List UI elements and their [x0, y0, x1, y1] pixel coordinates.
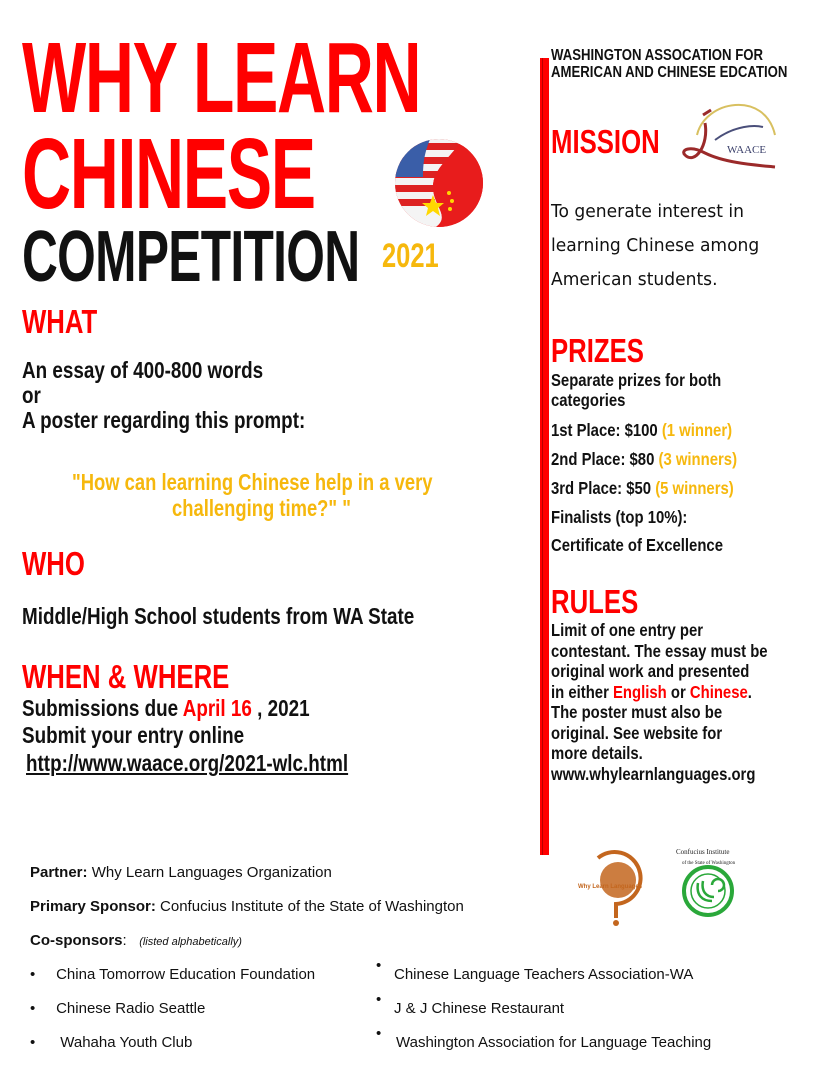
sponsor-line [30, 898, 464, 915]
title-year: 2021 [382, 237, 439, 275]
rules-line: The poster must also be [551, 702, 723, 722]
submission-deadline [22, 696, 310, 720]
what-line-1: An essay of 400-800 words [22, 357, 264, 383]
confucius-institute-logo [668, 845, 748, 930]
cosponsors-line [30, 932, 242, 949]
rules-line: original work and presented [551, 661, 750, 681]
cosponsors-label: Co-sponsors [30, 932, 123, 949]
rules-line: contestant. The essay must be [551, 640, 768, 661]
cosponsor-item: • Wahaha Youth Club [30, 1034, 193, 1051]
org-name-line-2: AMERICAN AND CHINESE EDCATION [551, 64, 788, 81]
mission-text [551, 195, 759, 297]
deadline-date: April 16 [182, 695, 252, 721]
prize-winners: (1 winner) [661, 420, 733, 440]
cosponsor-name: China Tomorrow Education Foundation [56, 966, 316, 983]
prize-3rd [551, 478, 734, 498]
partner-name: Why Learn Languages Organization [87, 864, 332, 881]
mission-heading: MISSION [551, 123, 660, 160]
prizes-intro-line-1: Separate prizes for both [551, 370, 722, 390]
why-learn-languages-logo [578, 848, 648, 928]
ci-logo-subtext: of the State of Washington [682, 861, 736, 866]
cosponsor-name: Wahaha Youth Club [60, 1034, 193, 1051]
wll-logo-text: Why Learn Languages [578, 884, 643, 890]
cosponsor-bullet: • [376, 1025, 382, 1042]
rules-period: . [747, 681, 752, 702]
waace-logo-text: WAACE [727, 144, 767, 156]
what-heading: WHAT [22, 303, 98, 340]
finalists-text: Finalists (top 10%): [551, 507, 688, 527]
org-name-line-1: WASHINGTON ASSOCATION FOR [551, 47, 764, 64]
rules-line: more details. [551, 743, 643, 763]
waace-logo [675, 95, 781, 175]
rules-line: in either [551, 681, 613, 702]
rules-website: www.whylearnlanguages.org [551, 763, 756, 784]
when-heading: WHEN & WHERE [22, 658, 230, 695]
cosponsor-bullet: • [376, 957, 382, 974]
title-line-1: WHY LEARN [22, 22, 421, 134]
org-name [551, 47, 787, 81]
deadline-label: Submissions due [22, 695, 183, 721]
certificate-text: Certificate of Excellence [551, 535, 723, 555]
who-heading: WHO [22, 545, 85, 582]
cosponsor-name: Chinese Language Teachers Association-WA [394, 966, 694, 983]
sponsor-name: Confucius Institute of the State of Washington [155, 898, 464, 915]
who-text: Middle/High School students from WA State [22, 603, 415, 629]
cosponsor-name: J & J Chinese Restaurant [394, 1000, 565, 1017]
prizes-intro-line-2: categories [551, 390, 626, 410]
prize-label: 3rd Place: $50 [551, 478, 656, 498]
what-line-2: or [22, 382, 41, 408]
mission-line-2: learning Chinese among [551, 235, 760, 256]
rules-heading: RULES [551, 583, 639, 620]
submission-url-link[interactable]: http://www.waace.org/2021-wlc.html [26, 750, 349, 776]
mission-line-1: To generate interest in [551, 201, 744, 222]
rules-or: or [666, 681, 690, 702]
prize-label: 2nd Place: $80 [551, 449, 659, 469]
cosponsors-note: (listed alphabetically) [139, 936, 242, 948]
what-line-3: A poster regarding this prompt: [22, 407, 306, 433]
us-china-flag-globe-icon [393, 137, 485, 229]
prompt-line-1: "How can learning Chinese help in a very [72, 469, 433, 495]
rules-line: Limit of one entry per [551, 620, 704, 640]
partner-line [30, 864, 332, 881]
cosponsor-item: • China Tomorrow Education Foundation [30, 966, 316, 983]
deadline-year: , 2021 [251, 695, 310, 721]
cosponsor-name: Washington Association for Language Teaching [396, 1034, 712, 1051]
title-line-2: CHINESE [22, 118, 315, 230]
ci-logo-text: Confucius Institute [676, 848, 730, 856]
mission-line-3: American students. [551, 269, 718, 290]
sponsor-label: Primary Sponsor: [30, 898, 156, 915]
prizes-heading: PRIZES [551, 332, 644, 369]
prompt-line-2: challenging time?" " [172, 495, 351, 521]
prize-winners: (5 winners) [655, 478, 734, 498]
rules-line: original. See website for [551, 722, 723, 743]
prize-winners: (3 winners) [658, 449, 738, 469]
cosponsors-colon: : [122, 932, 127, 949]
prize-1st [551, 420, 732, 440]
cosponsor-name: Chinese Radio Seattle [56, 1000, 206, 1017]
cosponsor-bullet: • [376, 991, 382, 1008]
prize-2nd [551, 449, 737, 469]
column-divider [540, 58, 549, 855]
rules-chinese: Chinese [689, 681, 748, 702]
title-line-3: COMPETITION [22, 217, 360, 297]
rules-text [551, 620, 768, 784]
prize-label: 1st Place: $100 [551, 420, 662, 440]
cosponsor-item: • Chinese Radio Seattle [30, 1000, 206, 1017]
submit-online-text: Submit your entry online [22, 722, 245, 748]
partner-label: Partner: [30, 864, 88, 881]
prizes-intro [551, 370, 721, 410]
rules-english: English [612, 681, 667, 702]
